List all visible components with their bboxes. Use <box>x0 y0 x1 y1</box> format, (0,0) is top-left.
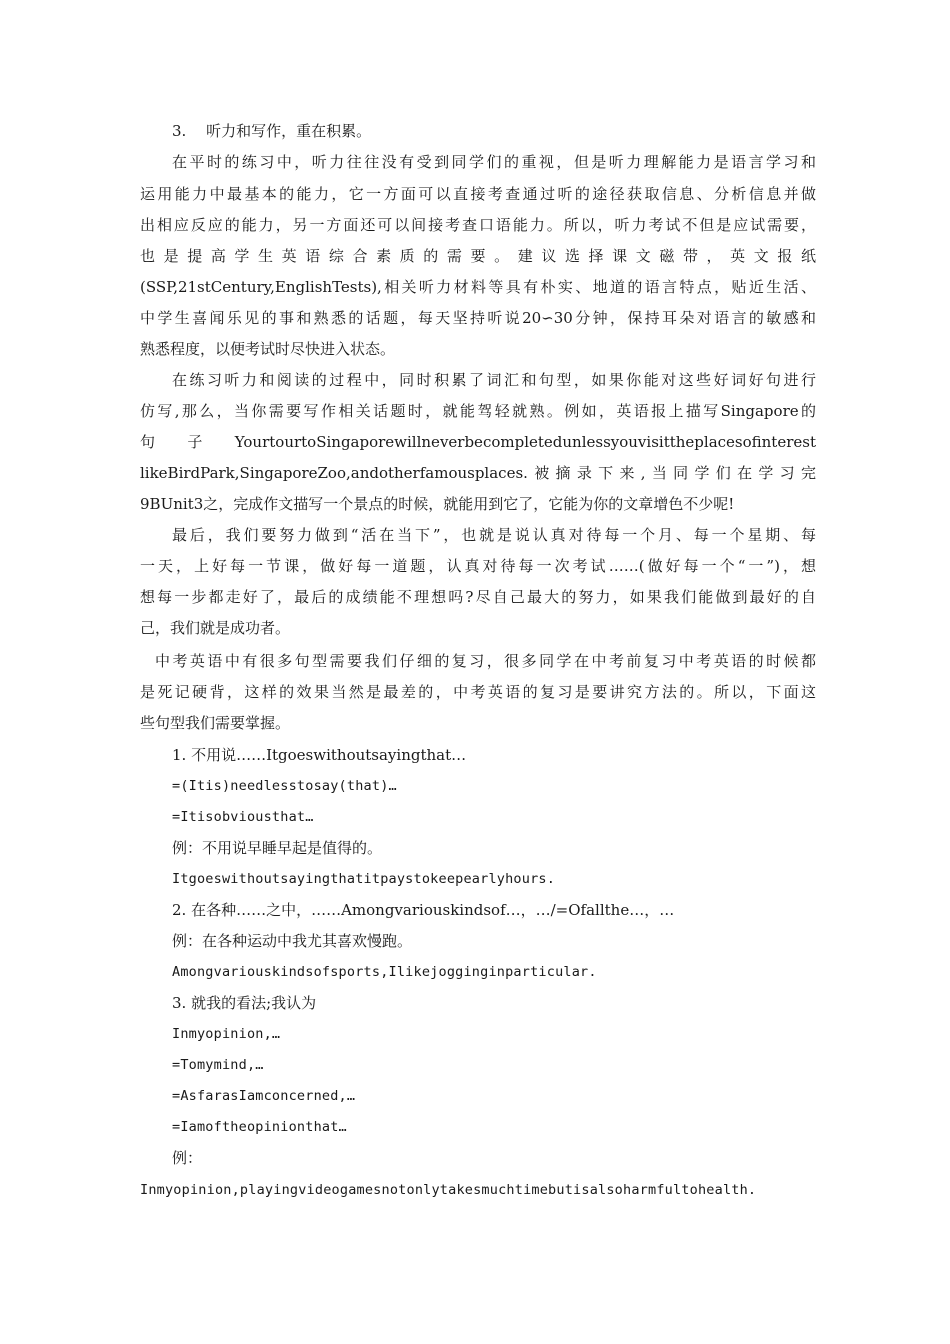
paragraph-line: 也是提高学生英语综合素质的需要。建议选择课文磁带，英文报纸 <box>140 247 816 265</box>
paragraph-line: 中考英语中有很多句型需要我们仔细的复习，很多同学在中考前复习中考英语的时候都 <box>155 652 816 670</box>
paragraph-line: 在平时的练习中，听力往往没有受到同学们的重视，但是听力理解能力是语言学习和 <box>172 153 816 171</box>
pattern-title: 1. 不用说……Itgoeswithoutsayingthat… <box>172 746 467 764</box>
paragraph-line: 出相应反应的能力，另一方面还可以间接考查口语能力。所以，听力考试不但是应试需要， <box>140 216 816 234</box>
pattern-alternative: =AsfarasIamconcerned,… <box>172 1088 356 1104</box>
pattern-alternative: =Iamoftheopinionthat… <box>172 1119 347 1135</box>
pattern-title: 3. 就我的看法;我认为 <box>172 994 317 1012</box>
paragraph-line: 熟悉程度，以便考试时尽快进入状态。 <box>140 340 396 358</box>
example-label: 例：不用说早睡早起是值得的。 <box>172 839 383 857</box>
paragraph-line: 己，我们就是成功者。 <box>140 619 291 637</box>
example-sentence: Inmyopinion,playingvideogamesnotonlytakesmuchtimebutisalsoharmfultohealth. <box>140 1182 757 1198</box>
paragraph-line: 句 子 YourtourtoSingaporewillneverbecompletedunlessyouvisittheplacesofinterest <box>140 433 816 451</box>
paragraph-line: 是死记硬背，这样的效果当然是最差的，中考英语的复习是要讲究方法的。所以，下面这 <box>140 683 816 701</box>
paragraph-line: 仿写,那么，当你需要写作相关话题时，就能驾轻就熟。例如，英语报上描写Singapore的 <box>140 402 816 420</box>
paragraph-line: 些句型我们需要掌握。 <box>140 714 291 732</box>
paragraph-line: 最后，我们要努力做到“活在当下”，也就是说认真对待每一个月、每一个星期、每 <box>172 526 816 544</box>
paragraph-line: 想每一步都走好了，最后的成绩能不理想吗?尽自己最大的努力，如果我们能做到最好的自 <box>140 588 816 606</box>
example-label: 例： <box>172 1149 203 1167</box>
paragraph-line: 9BUnit3之，完成作文描写一个景点的时候，就能用到它了，它能为你的文章增色不少呢! <box>140 495 735 513</box>
pattern-alternative: =(Itis)needlesstosay(that)… <box>172 778 397 794</box>
pattern-alternative: =Itisobviousthat… <box>172 809 314 825</box>
pattern-alternative: Inmyopinion,… <box>172 1026 281 1042</box>
section-heading: 3. 听力和写作，重在积累。 <box>172 122 372 140</box>
pattern-title: 2. 在各种……之中，……Amongvariouskindsof…，…/=Ofallthe…，… <box>172 901 675 919</box>
paragraph-line: 运用能力中最基本的能力，它一方面可以直接考查通过听的途径获取信息、分析信息并做 <box>140 185 816 203</box>
example-sentence: Itgoeswithoutsayingthatitpaystokeepearlyhours. <box>172 871 556 887</box>
paragraph-line: 在练习听力和阅读的过程中，同时积累了词汇和句型，如果你能对这些好词好句进行 <box>172 371 816 389</box>
paragraph-line: 中学生喜闻乐见的事和熟悉的话题，每天坚持听说20∽30分钟，保持耳朵对语言的敏感和 <box>140 309 816 327</box>
example-sentence: Amongvariouskindsofsports,Ilikejogginginparticular. <box>172 964 597 980</box>
paragraph-line: (SSP,21stCentury,EnglishTests),相关听力材料等具有朴实、地道的语言特点，贴近生活、 <box>140 278 816 296</box>
example-label: 例：在各种运动中我尤其喜欢慢跑。 <box>172 932 413 950</box>
paragraph-line: likeBirdPark,SingaporeZoo,andotherfamousplaces.被摘录下来,当同学们在学习完 <box>140 464 816 482</box>
paragraph-line: 一天，上好每一节课，做好每一道题，认真对待每一次考试……(做好每一个“一”)，想 <box>140 557 816 575</box>
pattern-alternative: =Tomymind,… <box>172 1057 264 1073</box>
